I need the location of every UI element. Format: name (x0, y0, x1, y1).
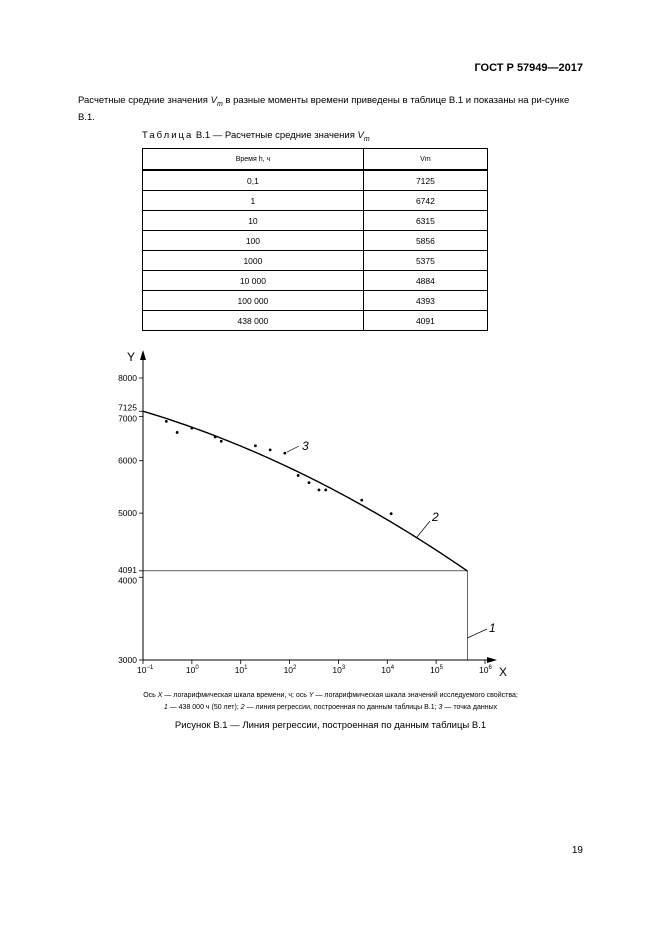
table-row (143, 251, 488, 271)
data-point (297, 474, 300, 477)
value-cell: 6315 (363, 211, 487, 231)
time-cell: 10 (143, 211, 364, 231)
standard-header: ГОСТ Р 57949—2017 (474, 62, 583, 74)
table-row (143, 211, 488, 231)
x-axis-label: X (499, 665, 508, 679)
data-point (165, 420, 168, 423)
value-cell: 6742 (363, 191, 487, 211)
value-cell: 7125 (363, 170, 487, 191)
value-cell: 4393 (363, 291, 487, 311)
data-point (176, 431, 179, 434)
x-tick-label: $10^6$ (479, 665, 492, 675)
data-point (220, 440, 223, 443)
y-tick-label: 6000 (118, 455, 137, 466)
callout-data-point-label: 3 (302, 439, 309, 453)
time-cell: 10 000 (143, 271, 364, 291)
y-tick-label: 4000 (118, 575, 137, 586)
data-point (269, 448, 272, 451)
y-axis-label: Y (127, 350, 136, 364)
y-tick-label: 7125 (118, 402, 137, 413)
time-cell: 1000 (143, 251, 364, 271)
y-tick-label: 3000 (118, 655, 137, 665)
x-tick-label: $10^3$ (332, 665, 346, 675)
notes-line-2: 1 — 438 000 ч (50 лет); 2 — линия регрессии, построенная по данным таблицы В.1; 3 — точка данных (163, 704, 498, 711)
data-point (318, 489, 321, 492)
data-point (214, 435, 217, 438)
regression-line (143, 411, 467, 571)
y-tick-label: 4091 (118, 564, 137, 575)
page-number: 19 (571, 845, 583, 856)
value-cell: 4091 (363, 311, 487, 331)
data-point (190, 427, 193, 430)
x-tick-label: $10^1$ (234, 665, 248, 675)
callout-regression-label: 2 (432, 510, 439, 524)
data-point (254, 444, 257, 447)
intro-paragraph: Расчетные средние значения $V_m$ в разные моменты времени приведены в таблице В.1 и показаны на ри-сунке В.1. (78, 95, 570, 123)
y-axis-arrow (140, 350, 146, 360)
x-tick-label: $10^4$ (381, 665, 395, 675)
x-tick-label: $10^2$ (283, 665, 297, 675)
figure-notes (78, 690, 583, 714)
value-cell: 4884 (363, 271, 487, 291)
value-cell: 5375 (363, 251, 487, 271)
time-cell: 100 000 (143, 291, 364, 311)
table-caption: Таблица В.1 — Расчетные средние значения $V_m$ (142, 130, 370, 143)
time-cell: 438 000 (143, 311, 364, 331)
time-cell: 1 (143, 191, 364, 211)
x-tick-label: $10^0$ (185, 665, 199, 675)
table-row (143, 191, 488, 211)
notes-line-1: Ось X — логарифмическая шкала времени, ч; ось Y — логарифмическая шкала значений исследуемого свойства; (143, 692, 518, 699)
x-tick-label: $10^5$ (430, 665, 443, 675)
data-point (360, 499, 363, 502)
callout-lifetime-label: 1 (489, 621, 496, 635)
y-tick-label: 7000 (118, 413, 137, 424)
values-table (142, 148, 488, 331)
x-axis-arrow (487, 657, 497, 663)
time-cell: 0,1 (143, 170, 364, 191)
regression-chart (0, 340, 661, 685)
figure-caption: Рисунок В.1 — Линия регрессии, построенная по данным таблицы В.1 (174, 720, 487, 731)
callout-regression-leader (417, 521, 430, 538)
time-cell: 100 (143, 231, 364, 251)
data-point (283, 452, 286, 455)
data-point (390, 512, 393, 515)
table-row (143, 170, 488, 191)
data-point (324, 489, 327, 492)
table-row (143, 311, 488, 331)
col-value-header: Vm (363, 149, 487, 171)
callout-data-point-leader (287, 446, 299, 452)
table-row (143, 231, 488, 251)
col-time-header: Время h, ч (143, 149, 364, 171)
y-tick-label: 8000 (118, 373, 137, 383)
callout-lifetime-leader (467, 629, 487, 638)
x-tick-label: $10^{-1}$ (137, 665, 154, 675)
table-row (143, 291, 488, 311)
value-cell: 5856 (363, 231, 487, 251)
table-row (143, 271, 488, 291)
y-tick-label: 5000 (118, 508, 137, 519)
data-point (308, 481, 311, 484)
